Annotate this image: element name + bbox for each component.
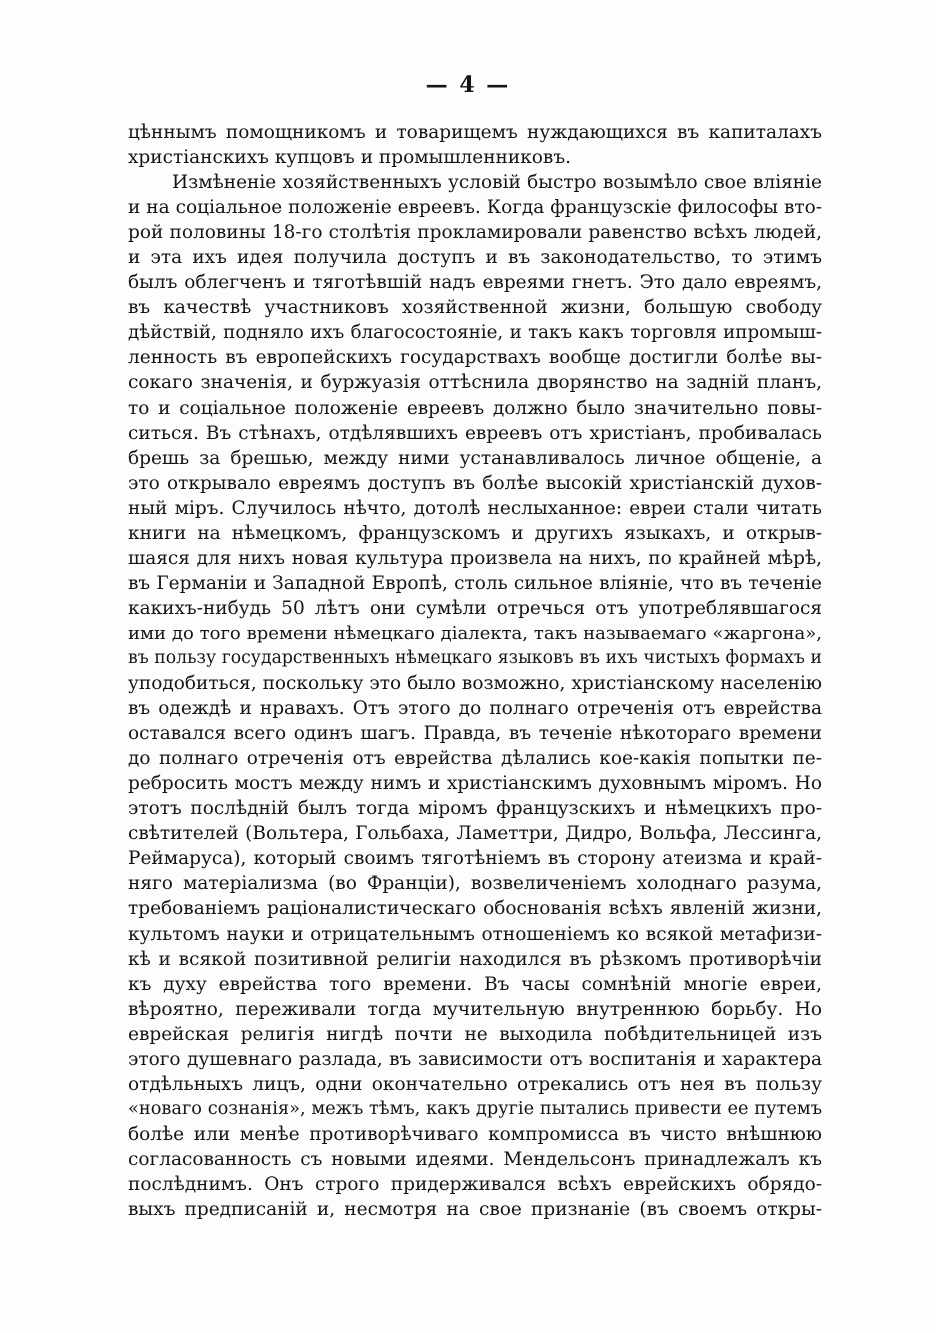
text-line: свѣтителей (Вольтера, Гольбаха, Ламеттри, Дидро, Вольфа, Лессинга, <box>128 823 822 845</box>
text-line: къ духу еврейства того времени. Въ часы сомнѣній многіе евреи, <box>128 973 822 995</box>
text-line: рой половины 18-го столѣтія прокламировали равенство всѣхъ людей, <box>128 222 822 244</box>
text-line: этотъ послѣдній былъ тогда міромъ французскихъ и нѣмецкихъ про- <box>128 798 822 820</box>
text-line: ный міръ. Случилось нѣчто, дотолѣ неслыханное: евреи стали читать <box>128 497 822 519</box>
text-line: ситься. Въ стѣнахъ, отдѣлявшихъ евреевъ отъ христіанъ, пробивалась <box>128 422 822 444</box>
text-line: оставался всего одинъ шагъ. Правда, въ теченіе нѣкотораго времени <box>128 723 822 745</box>
text-line: былъ облегченъ и тяготѣвшій надъ евреями гнетъ. Это дало евреямъ, <box>128 272 822 294</box>
text-line: это открывало евреямъ доступъ въ болѣе высокій христіанскій духов- <box>128 472 822 494</box>
page-number: — 4 — <box>425 72 511 98</box>
text-line: согласованность съ новыми идеями. Мендельсонъ принадлежалъ къ <box>128 1148 822 1170</box>
text-line: этого душевнаго разлада, въ зависимости отъ воспитанія и характера <box>128 1048 822 1070</box>
text-line: христіанскихъ купцовъ и промышленниковъ. <box>128 147 571 169</box>
text-line: культомъ науки и отрицательнымъ отношеніемъ ко всякой метафизи- <box>128 923 822 945</box>
text-line: какихъ-нибудь 50 лѣтъ они сумѣли отречься отъ употреблявшагося <box>128 597 822 619</box>
body-text <box>128 120 822 1222</box>
text-line: отдѣльныхъ лицъ, одни окончательно отрекались отъ нея въ пользу <box>128 1073 822 1095</box>
text-line: требованіемъ раціоналистическаго обоснованія всѣхъ явленій жизни, <box>128 898 822 920</box>
paragraph-first-line: Измѣненіе хозяйственныхъ условій быстро возымѣло свое вліяніе <box>172 172 822 194</box>
text-line: Реймаруса), который своимъ тяготѣніемъ въ сторону атеизма и край- <box>128 848 822 870</box>
text-line: въ одеждѣ и нравахъ. Отъ этого до полнаго отреченія отъ еврейства <box>128 698 822 720</box>
text-line: сокаго значенія, и буржуазія оттѣснила дворянство на задній планъ, <box>128 372 822 394</box>
text-line: въ пользу государственныхъ нѣмецкаго языковъ въ ихъ чистыхъ формахъ и <box>128 647 822 668</box>
text-line: до полнаго отреченія отъ еврейства дѣлались кое-какія попытки пе- <box>128 748 822 770</box>
text-line: книги на нѣмецкомъ, французскомъ и другихъ языкахъ, и открыв- <box>128 522 822 544</box>
text-line: ребросить мостъ между нимъ и христіанскимъ духовнымъ міромъ. Но <box>128 773 822 795</box>
text-line: «новаго сознанія», межъ тѣмъ, какъ другіе пытались привести ее путемъ <box>128 1098 822 1119</box>
text-line: и эта ихъ идея получила доступъ и въ законодательство, то этимъ <box>128 247 822 269</box>
text-line: ими до того времени нѣмецкаго діалекта, такъ называемаго «жаргона», <box>128 622 822 644</box>
text-line: дѣйствій, подняло ихъ благосостояніе, и такъ какъ торговля ипромыш- <box>128 322 822 344</box>
text-line: въ Германіи и Западной Европѣ, столь сильное вліяніе, что въ теченіе <box>128 572 822 594</box>
text-line: въ качествѣ участниковъ хозяйственной жизни, большую свободу <box>128 297 822 319</box>
text-line: шаяся для нихъ новая культура произвела на нихъ, по крайней мѣрѣ, <box>128 547 822 569</box>
text-line: и на соціальное положеніе евреевъ. Когда французскіе философы вто- <box>128 197 822 219</box>
text-line: цѣннымъ помощникомъ и товарищемъ нуждающихся въ капиталахъ <box>128 122 822 143</box>
text-line: то и соціальное положеніе евреевъ должно было значительно повы- <box>128 397 822 419</box>
text-line: уподобиться, поскольку это было возможно, христіанскому населенію <box>128 673 822 695</box>
text-line: выхъ предписаній и, несмотря на свое признаніе (въ своемъ откры- <box>128 1199 822 1221</box>
text-line: послѣднимъ. Онъ строго придерживался всѣхъ еврейскихъ обрядо- <box>128 1173 822 1195</box>
text-line: ленность въ европейскихъ государствахъ вообще достигли болѣе вы- <box>128 347 822 369</box>
text-line: брешь за брешью, между ними устанавливалось личное общеніе, а <box>128 447 822 469</box>
text-line: еврейская религія нигдѣ почти не выходила побѣдительницей изъ <box>128 1023 822 1045</box>
text-line: болѣе или менѣе противорѣчиваго компромисса въ чисто внѣшнюю <box>128 1123 822 1145</box>
text-line: няго матеріализма (во Франціи), возвеличеніемъ холоднаго разума, <box>128 873 822 895</box>
text-line: кѣ и всякой позитивной религіи находился въ рѣзкомъ противорѣчіи <box>128 948 822 970</box>
text-line: вѣроятно, переживали тогда мучительную внутреннюю борьбу. Но <box>128 998 822 1020</box>
